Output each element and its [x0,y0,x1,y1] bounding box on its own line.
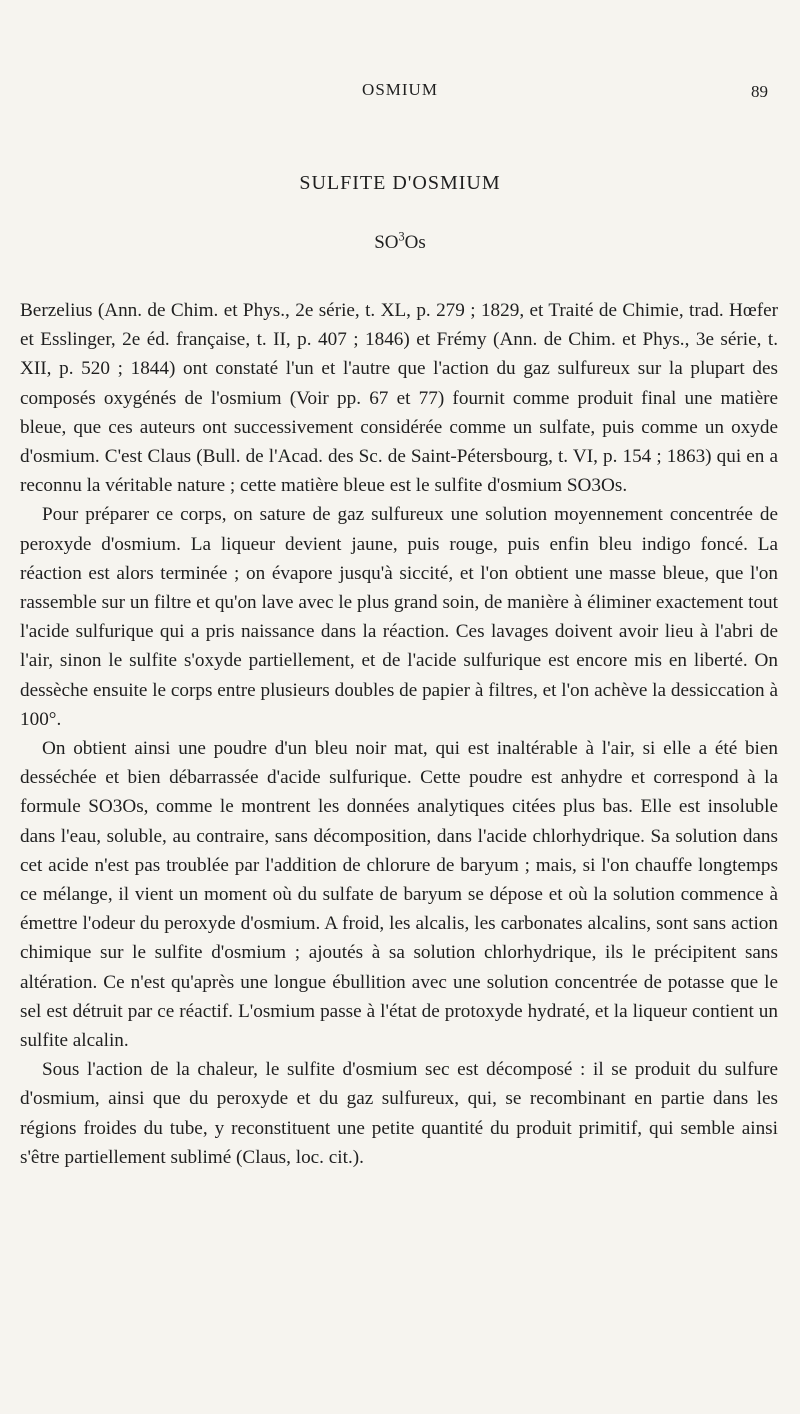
paragraph: Sous l'action de la chaleur, le sulfite d'osmium sec est décomposé : il se produit du sulfure d'osmium, ainsi que du peroxyde et du gaz sulfureux, qui, se recombinant en partie dans les régions froides du tube, y reconstituent une petite quantité du produit primitif, qui semble ainsi s'être partiellement sublimé (Claus, loc. cit.). [20,1059,778,1168]
paragraph: Berzelius (Ann. de Chim. et Phys., 2e série, t. XL, p. 279 ; 1829, et Traité de Chimie, trad. Hœfer et Esslinger, 2e éd. française, t. II, p. 407 ; 1846) et Frémy (Ann. de Chim. et Phys., 3e série, t. XII, p. 520 ; 1844) ont constaté l'un et l'autre que l'action du gaz sulfureux sur la plupart des composés oxygénés de l'osmium (Voir pp. 67 et 77) fournit comme produit final une matière bleue, que ces auteurs ont successivement considérée comme un sulfate, puis comme un oxyde d'osmium. C'est Claus (Bull. de l'Acad. des Sc. de Saint-Pétersbourg, t. VI, p. 154 ; 1863) qui en a reconnu la véritable nature ; cette matière bleue est le sulfite d'osmium SO3Os. [20,300,778,497]
page-header [0,80,800,110]
paragraph: Pour préparer ce corps, on sature de gaz sulfureux une solution moyennement concentrée de peroxyde d'osmium. La liqueur devient jaune, puis rouge, puis enfin bleu indigo foncé. La réaction est alors terminée ; on évapore jusqu'à siccité, et l'on obtient une masse bleue, que l'on rassemble sur un filtre et qu'on lave avec le plus grand soin, de manière à éliminer exactement tout l'acide sulfurique qui a pris naissance dans la réaction. Ces lavages doivent avoir lieu à l'abri de l'air, sinon le sulfite s'oxyde partiellement, et de l'acide sulfurique est encore mis en liberté. On dessèche ensuite le corps entre plusieurs doubles de papier à filtres, et l'on achève la dessiccation à 100°. [20,504,778,730]
paragraph: On obtient ainsi une poudre d'un bleu noir mat, qui est inaltérable à l'air, si elle a été bien desséchée et bien débarrassée d'acide sulfurique. Cette poudre est anhydre et correspond à la formule SO3Os, comme le montrent les données analytiques citées plus bas. Elle est insoluble dans l'eau, soluble, au contraire, sans décomposition, dans l'acide chlorhydrique. Sa solution dans cet acide n'est pas troublée par l'addition de chlorure de baryum ; mais, si l'on chauffe longtemps ce mélange, il vient un moment où du sulfate de baryum se dépose et où la solution commence à émettre l'odeur du peroxyde d'osmium. A froid, les alcalis, les carbonates alcalins, sont sans action chimique sur le sulfite d'osmium ; ajoutés à sa solution chlorhydrique, ils le précipitent sans altération. Ce n'est qu'après une longue ébullition avec une solution concentrée de potasse que le sel est détruit par ce réactif. L'osmium passe à l'état de protoxyde hydraté, et la liqueur contient un sulfite alcalin. [20,738,778,1052]
page-number: 89 [751,82,768,101]
formula-part: Os [404,232,426,253]
formula-subscript: 3 [398,229,405,244]
section-title: SULFITE D'OSMIUM [299,172,501,194]
formula-part: SO [374,232,399,253]
running-head: OSMIUM [362,80,438,99]
chemical-formula [0,229,800,254]
body-text [20,296,778,1172]
